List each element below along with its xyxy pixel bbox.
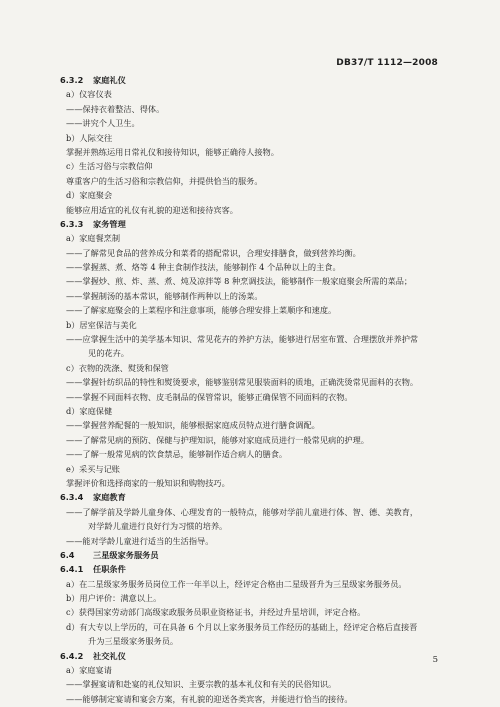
dash-item: ——掌握针纺织品的特性和熨烫要求，能够鉴别常见服装面料的质地，正确洗烫常见面料的衣物。 <box>66 377 419 388</box>
dash-item: ——掌握蒸、煮、烙等 4 种主食制作技法，能够制作 4 个品种以上的主食。 <box>66 262 341 273</box>
section-heading <box>60 217 448 231</box>
section-heading <box>60 649 448 663</box>
paragraph: 能够应用适宜的礼仪有礼貌的迎送和接待宾客。 <box>66 204 238 215</box>
dash-item: ——了解一般常见病的饮食禁忌，能够制作适合病人的膳食。 <box>66 449 288 460</box>
section-title: 任职条件 <box>93 564 126 575</box>
section-number: 6.4.2 <box>60 650 84 661</box>
dash-item: ——能够制定宴请和宴会方案，有礼貌的迎送各类宾客，并能进行恰当的接待。 <box>66 693 353 704</box>
list-item: b）用户评价：满意以上。 <box>66 593 162 604</box>
list-item: a）家庭宴请 <box>66 665 112 676</box>
section-title: 三星级家务服务员 <box>93 549 159 560</box>
section-title: 社交礼仪 <box>93 650 126 661</box>
line-continuation: 升为三星级家务服务员。 <box>88 636 179 647</box>
list-item: c）获得国家劳动部门高级家政服务员职业资格证书，并经过升星培训，评定合格。 <box>66 607 366 618</box>
dash-item: ——了解常见食品的营养成分和菜肴的搭配常识，合理安排膳食，做到营养均衡。 <box>66 247 361 258</box>
dash-item: ——了解学前及学龄儿童身体、心理发育的一般特点，能够对学前儿童进行体、智、德、美教育， <box>66 506 419 517</box>
section-number: 6.3.2 <box>60 75 84 85</box>
section-number: 6.4 <box>60 549 75 560</box>
section-heading <box>60 73 448 87</box>
dash-item: ——掌握炒、煎、炸、蒸、煮、炖及凉拌等 8 种烹调技法，能够制作一般家庭聚会所需的菜品； <box>66 276 413 287</box>
section-title: 家庭礼仪 <box>93 75 126 85</box>
list-item: c）衣物的洗涤、熨烫和保管 <box>66 362 169 373</box>
list-item: d）家庭保健 <box>66 405 113 416</box>
dash-item: ——讲究个人卫生。 <box>66 118 140 129</box>
section-number: 6.4.1 <box>60 564 84 575</box>
dash-item: ——掌握制汤的基本常识，能够制作两种以上的汤菜。 <box>66 290 263 301</box>
dash-item: ——应掌握生活中的美学基本知识、常见花卉的养护方法，能够进行居室布置、合理摆放并养护常 <box>66 334 419 345</box>
section-heading <box>60 548 448 562</box>
dash-item: ——了解家庭聚会的上菜程序和注意事项，能够合理安排上菜顺序和速度。 <box>66 305 337 316</box>
list-item: d）家庭聚会 <box>66 190 113 201</box>
line-continuation: 见的花卉。 <box>88 348 129 359</box>
section-heading <box>60 490 448 504</box>
list-item: b）居室保洁与美化 <box>66 319 137 330</box>
paragraph: 掌握并熟练运用日常礼仪和接待知识，能够正确待人接物。 <box>66 146 279 157</box>
document-body <box>60 73 448 706</box>
section-number: 6.3.3 <box>60 218 84 229</box>
section-number: 6.3.4 <box>60 492 84 503</box>
list-item: a）在二星级家务服务员岗位工作一年半以上，经评定合格由二星级晋升为三星级家务服务员。 <box>66 578 407 589</box>
section-heading <box>60 562 448 576</box>
paragraph: 尊重客户的生活习俗和宗教信仰，并提供恰当的服务。 <box>66 175 263 186</box>
line-continuation: 对学龄儿童进行良好行为习惯的培养。 <box>88 521 228 532</box>
dash-item: ——能对学龄儿童进行适当的生活指导。 <box>66 535 214 546</box>
list-item: b）人际交往 <box>66 132 113 143</box>
dash-item: ——了解常见病的预防、保健与护理知识，能够对家庭成员进行一般常见病的护理。 <box>66 434 369 445</box>
dash-item: ——掌握营养配餐的一般知识，能够根据家庭成员特点进行膳食调配。 <box>66 420 320 431</box>
list-item: c）生活习俗与宗教信仰 <box>66 161 153 172</box>
standard-code: DB37/T 1112—2008 <box>336 58 438 68</box>
list-item: a）家庭餐烹制 <box>66 233 121 244</box>
dash-item: ——保持衣着整洁、得体。 <box>66 103 165 114</box>
dash-item: ——掌握不同面料衣物、皮毛制品的保管常识，能够正确保管不同面料的衣物。 <box>66 391 353 402</box>
list-item: e）采买与记账 <box>66 463 120 474</box>
page-number: 5 <box>432 655 438 665</box>
dash-item: ——掌握宴请和赴宴的礼仪知识、主要宗教的基本礼仪和有关的民俗知识。 <box>66 679 337 690</box>
section-title: 家庭教育 <box>93 492 126 503</box>
section-title: 家务管理 <box>93 218 126 229</box>
paragraph: 掌握评价和选择商家的一般知识和购物技巧。 <box>66 477 230 488</box>
list-item: a）仪容仪表 <box>66 89 112 100</box>
list-item: d）有大专以上学历的，可在具备 6 个月以上家务服务员工作经历的基础上，经评定合格后直接晋 <box>66 621 418 632</box>
